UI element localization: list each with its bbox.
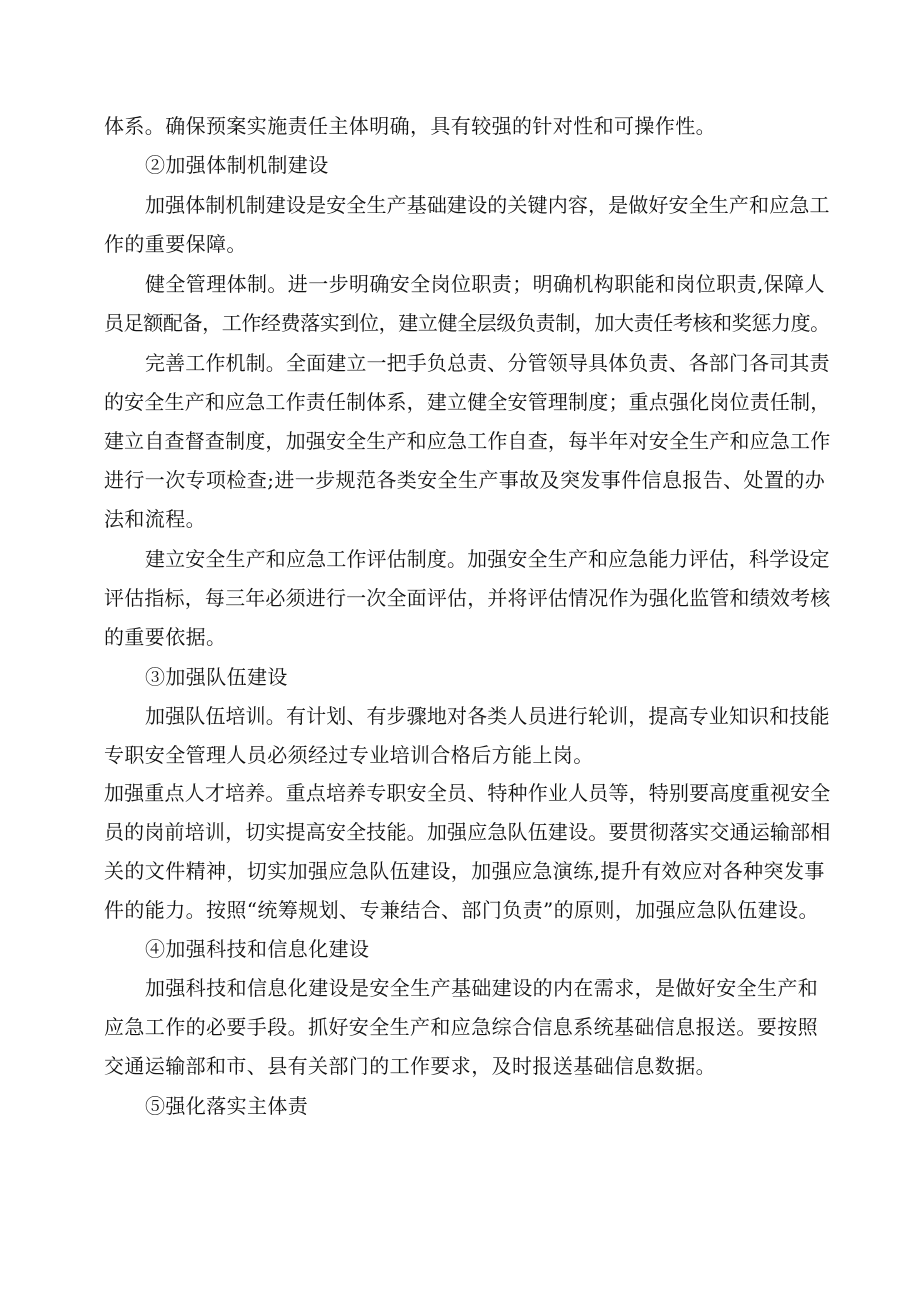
text-line: 完善工作机制。全面建立一把手负总责、分管领导具体负责、各部门各司其责 — [145, 351, 830, 375]
text-line: 健全管理体制。进一步明确安全岗位职责；明确机构职能和岗位职责,保障人 — [145, 272, 825, 296]
text-line: 件的能力。按照“统筹规划、专兼结合、部门负责”的原则，加强应急队伍建设。 — [104, 898, 819, 922]
text-line: 专职安全管理人员必须经过专业培训合格后方能上岗。 — [104, 743, 594, 767]
text-line: 员足额配备，工作经费落实到位，建立健全层级负责制，加大责任考核和奖惩力度。 — [104, 311, 830, 335]
text-line: 加强重点人才培养。重点培养专职安全员、特种作业人员等，特别要高度重视安全 — [104, 781, 831, 805]
section-heading: ④加强科技和信息化建设 — [145, 937, 370, 961]
text-line: 建立自查督查制度，加强安全生产和应急工作自查，每半年对安全生产和应急工作 — [104, 429, 831, 453]
text-line: 评估指标，每三年必须进行一次全面评估，并将评估情况作为强化监管和绩效考核 — [104, 586, 831, 610]
text-line: 的重要依据。 — [104, 625, 227, 649]
section-heading: ⑤强化落实主体责 — [145, 1094, 309, 1118]
text-line: 应急工作的必要手段。抓好安全生产和应急综合信息系统基础信息报送。要按照 — [104, 1015, 818, 1039]
text-line: 交通运输部和市、县有关部门的工作要求，及时报送基础信息数据。 — [104, 1054, 716, 1078]
text-line: 加强队伍培训。有计划、有步骤地对各类人员进行轮训，提高专业知识和技能 — [145, 704, 830, 728]
text-line: 作的重要保障。 — [104, 232, 247, 256]
text-line: 员的岗前培训，切实提高安全技能。加强应急队伍建设。要贯彻落实交通运输部相 — [104, 820, 831, 844]
text-line: 关的文件精神，切实加强应急队伍建设，加强应急演练,提升有效应对各种突发事 — [104, 859, 825, 883]
text-line: 加强科技和信息化建设是安全生产基础建设的内在需求，是做好安全生产和 — [145, 976, 819, 1000]
section-heading: ②加强体制机制建设 — [145, 153, 329, 177]
text-line: 法和流程。 — [104, 507, 206, 531]
text-line: 进行一次专项检查;进一步规范各类安全生产事故及突发事件信息报告、处置的办 — [104, 468, 826, 492]
text-line: 的安全生产和应急工作责任制体系，建立健全安管理制度；重点强化岗位责任制， — [104, 390, 831, 414]
text-line: 加强体制机制建设是安全生产基础建设的关键内容，是做好安全生产和应急工 — [145, 193, 830, 217]
text-line: 建立安全生产和应急工作评估制度。加强安全生产和应急能力评估，科学设定 — [145, 547, 830, 571]
section-heading: ③加强队伍建设 — [145, 665, 288, 689]
text-line: 体系。确保预案实施责任主体明确，具有较强的针对性和可操作性。 — [104, 114, 716, 138]
